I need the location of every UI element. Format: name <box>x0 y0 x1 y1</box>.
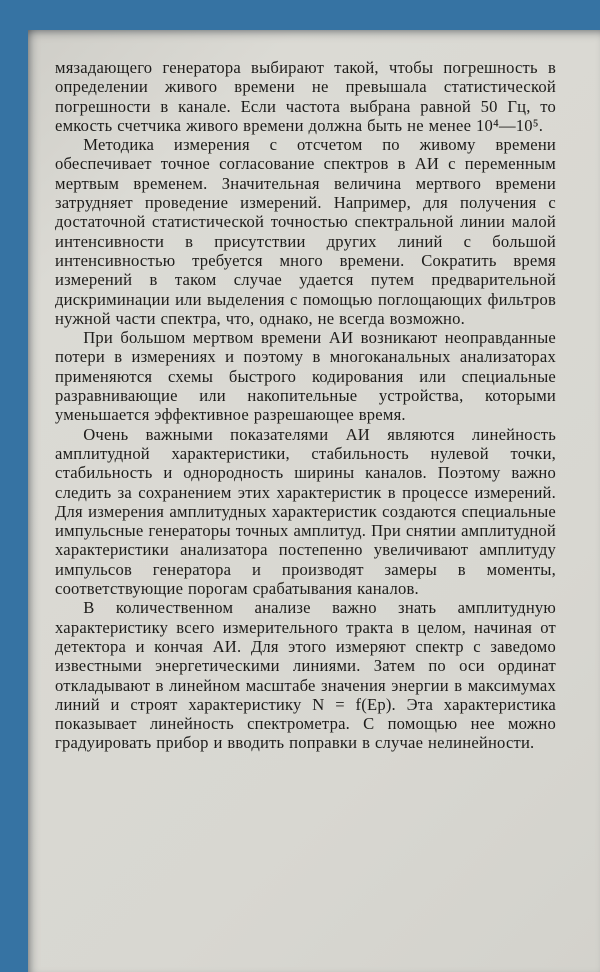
paragraph: Очень важными показателями АИ являются линейность амплитудной характеристики, стабильность нулевой точки, стабильность и однородность ширины каналов. Поэтому важно следить за сохранением этих характеристик в процессе измерений. Для измерения амплитудных характеристик создаются специальные импульсные генераторы точных амплитуд. При снятии амплитудной характеристики анализатора постепенно увеличивают амплитуду импульсов генератора и производят замеры в моменты, соответствующие порогам срабатывания каналов. <box>55 424 556 599</box>
paragraph: мязадающего генератора выбирают такой, чтобы погрешность в определении живого времени не превышала статистической погрешности в канале. Если частота выбрана равной 50 Гц, то емкость счетчика живого времени должна быть не менее 10⁴—10⁵. <box>55 58 556 135</box>
paragraph: Методика измерения с отсчетом по живому времени обеспечивает точное согласование спектров в АИ с переменным мертвым временем. Значительная величина мертвого времени затрудняет проведение измерений. Например, для получения с достаточной статистической точностью спектральной линии малой интенсивности в присутствии других линий с большой интенсивностью требуется много времени. Сократить время измерений в таком случае удается путем предварительной дискриминации или выделения с помощью поглощающих фильтров нужной части спектра, что, однако, не всегда возможно. <box>55 135 556 328</box>
scanned-page <box>28 30 600 972</box>
text-block <box>55 58 556 753</box>
paragraph: В количественном анализе важно знать амплитудную характеристику всего измерительного тракта в целом, начиная от детектора и кончая АИ. Для этого измеряют спектр с заведомо известными энергетическими линиями. Затем по оси ординат откладывают в линейном масштабе значения энергии в максимумах линий и строят характеристику N = f(Eр). Эта характеристика показывает линейность спектрометра. С помощью нее можно градуировать прибор и вводить поправки в случае нелинейности. <box>55 598 556 753</box>
paragraph: При большом мертвом времени АИ возникают неоправданные потери в измерениях и поэтому в многоканальных анализаторах применяются схемы быстрого кодирования или специальные разравнивающие или накопительные устройства, которыми уменьшается эффективное разрешающее время. <box>55 328 556 425</box>
